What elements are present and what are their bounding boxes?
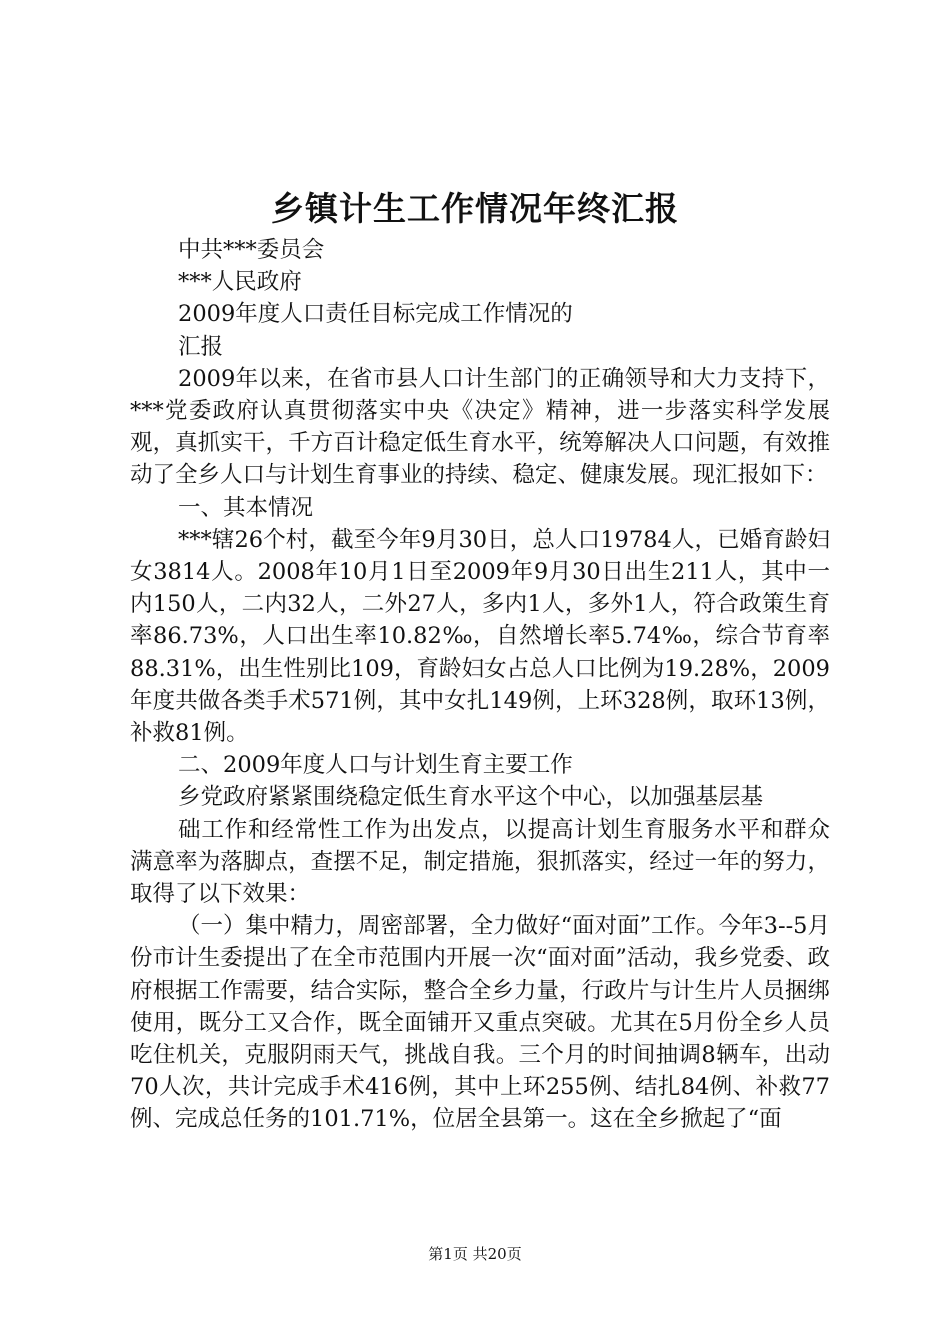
- paragraph-face-to-face: （一）集中精力，周密部署，全力做好“面对面”工作。今年3--5月份市计生委提出了在全市范围内开展一次“面对面”活动，我乡党委、政府根据工作需要，结合实际，整合全乡力量，行政片与计生片人员捆绑使用，既分工又合作，既全面铺开又重点突破。尤其在5月份全乡人员吃住机关，克服阴雨天气，挑战自我。三个月的时间抽调8辆车，出动70人次，共计完成手术416例，其中上环255例、结扎84例、补救77例、完成总任务的101.71%，位居全县第一。这在全乡掀起了“面: [130, 913, 830, 1133]
- paragraph-addressee-committee: 中共***委员会: [178, 237, 325, 263]
- paragraph-intro: 2009年以来，在省市县人口计生部门的正确领导和大力支持下，***党委政府认真贯彻落实中央《决定》精神，进一步落实科学发展观，真抓实干，千方百计稳定低生育水平，统筹解决人口问题，有效推动了全乡人口与计划生育事业的持续、稳定、健康发展。现汇报如下：: [130, 365, 830, 489]
- paragraph-addressee-government: ***人民政府: [178, 269, 302, 296]
- page-indicator: 第1页 共20页: [428, 1245, 522, 1263]
- paragraph-report-subject: 2009年度人口责任目标完成工作情况的: [178, 301, 573, 328]
- paragraph-basic-stats: ***辖26个村，截至今年9月30日，总人口19784人，已婚育龄妇女3814人。2008年10月1日至2009年9月30日出生211人，其中一内150人，二内32人，二外27人，多内1人，多外1人，符合政策生育率86.73%，人口出生率10.82‰，自然增长率5.74‰，综合节育率88.31%，出生性别比109，育龄妇女占总人口比例为19.28%，2009年度共做各类手术571例，其中女扎149例，上环328例，取环13例，补救81例。: [130, 526, 830, 747]
- paragraph-main-work-lead: 乡党政府紧紧围绕稳定低生育水平这个中心，以加强基层基: [178, 784, 764, 811]
- section-heading-basic: 一、其本情况: [178, 494, 314, 521]
- paragraph-report-label: 汇报: [178, 333, 224, 360]
- section-heading-main-work: 二、2009年度人口与计划生育主要工作: [178, 752, 573, 779]
- document-title: 乡镇计生工作情况年终汇报: [271, 189, 679, 228]
- document-body: [130, 234, 830, 1136]
- paragraph-main-work-continued: 础工作和经常性工作为出发点，以提高计划生育服务水平和群众满意率为落脚点，查摆不足，制定措施，狠抓落实，经过一年的努力，取得了以下效果：: [130, 816, 830, 908]
